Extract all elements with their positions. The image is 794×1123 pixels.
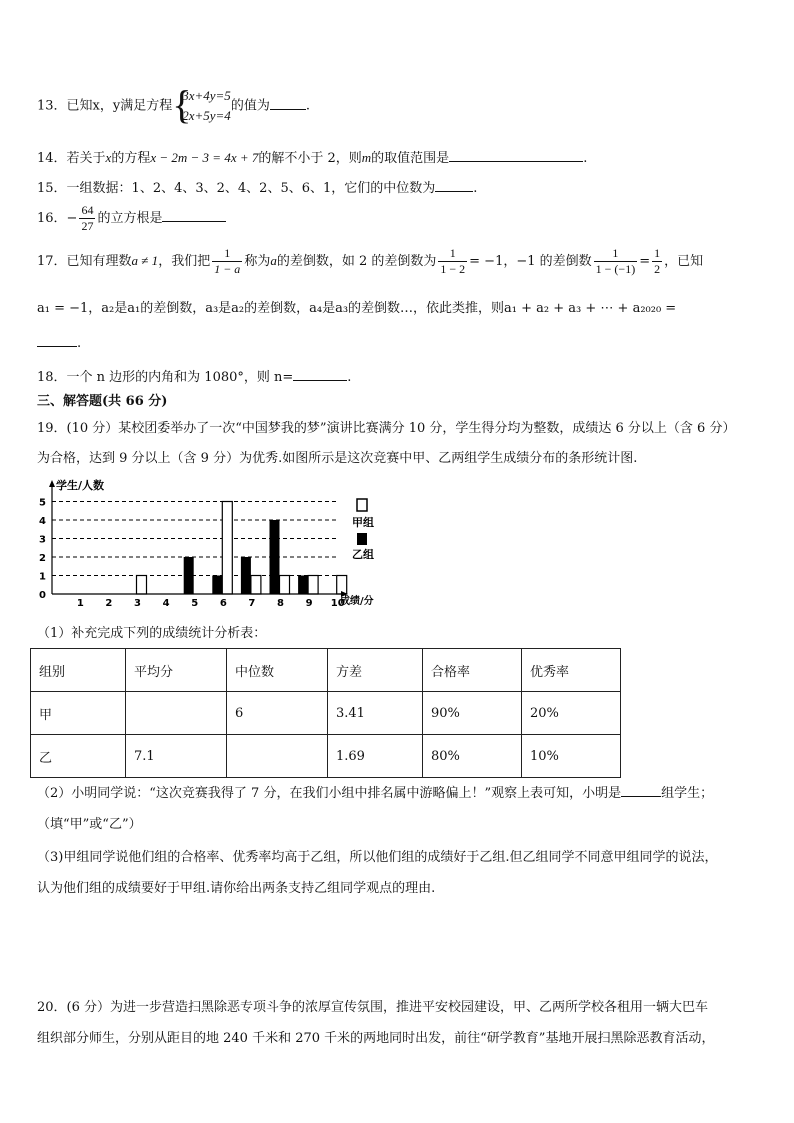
- x-tick-label: 2: [105, 598, 113, 609]
- bar-jia: [337, 576, 347, 595]
- q17-text: = −1，−1 的差倒数: [469, 254, 592, 269]
- q19-part-2-text-end: 组学生；: [661, 786, 714, 801]
- var-m: m: [361, 150, 372, 165]
- denominator: 27: [81, 219, 94, 233]
- question-20-line-1: 20．(6 分）为进一步营造扫黑除恶专项斗争的浓厚宣传氛围，推进平安校园建设，甲、乙两所学校各租用一辆大巴车: [37, 1000, 709, 1015]
- q16-number: 16．: [37, 211, 67, 226]
- x-tick-label: 6: [219, 598, 227, 609]
- question-17-line-2: [37, 297, 676, 316]
- question-20-line-2: 组织部分师生，分别从距目的地 240 千米和 270 千米的两地同时出发，前往“研学教育”基地开展扫黑除恶教育活动，: [37, 1031, 715, 1046]
- numerator: 1: [438, 246, 467, 262]
- q19-part-2-text: （2）小明同学说：“这次竞赛我得了 7 分，在我们小组中排名属中游略偏上！”观察上表可知，小明是: [37, 786, 622, 801]
- x-tick-label: 5: [191, 598, 199, 609]
- data-cell: 乙: [31, 735, 126, 778]
- y-axis-label: 学生/人数: [56, 479, 105, 492]
- legend-label-jia: 甲组: [352, 516, 374, 529]
- chart-grid: [52, 502, 338, 576]
- q17-text: 17．已知有理数: [37, 254, 132, 269]
- y-tick-label: 2: [39, 553, 46, 564]
- data-cell: 1.69: [328, 735, 423, 778]
- q14-end: .: [583, 151, 588, 166]
- header-cell: 合格率: [423, 649, 522, 692]
- question-18: [37, 366, 351, 385]
- answer-blank: [162, 208, 226, 222]
- answer-blank: [435, 178, 473, 192]
- minus-sign: −: [66, 211, 78, 226]
- header-cell: 平均分: [126, 649, 227, 692]
- denominator: 1 − (−1): [595, 262, 636, 276]
- q14-prefix: 14．若关于: [37, 151, 106, 166]
- numerator: 1: [212, 246, 242, 262]
- chart-bars: [137, 502, 347, 595]
- legend-swatch-jia: [357, 499, 367, 511]
- score-bar-chart: [30, 476, 390, 611]
- question-14: [37, 147, 587, 166]
- q13-end: .: [305, 98, 310, 114]
- table-row: [31, 735, 621, 778]
- q17-text: 的差倒数，如 2 的差倒数为: [276, 254, 437, 269]
- legend-swatch-yi: [357, 533, 367, 545]
- data-cell: 20%: [522, 692, 621, 735]
- y-tick-label: 0: [39, 590, 46, 601]
- q13-prefix: 13．已知x，y满足方程: [37, 98, 173, 114]
- q17-text: =: [639, 254, 651, 269]
- chart-legend: [352, 499, 374, 561]
- fraction-1-over-1-minus-neg1: [594, 246, 638, 277]
- y-tick-label: 5: [39, 497, 46, 509]
- q19-part-1: （1）补充完成下列的成绩统计分析表：: [37, 626, 267, 641]
- bar-jia: [280, 576, 290, 595]
- stats-table: [30, 648, 621, 778]
- denominator: 1 − a: [214, 262, 241, 276]
- answer-blank: [621, 783, 661, 797]
- fraction-1-over-1-2: [438, 246, 467, 277]
- var-x: x: [105, 150, 112, 165]
- x-tick-label: 8: [277, 598, 284, 609]
- data-cell: 3.41: [328, 692, 423, 735]
- q17-text: 称为: [244, 254, 271, 269]
- x-axis-label: 成绩/分: [340, 596, 374, 607]
- y-tick-label: 4: [39, 516, 46, 527]
- answer-blank: [270, 96, 306, 110]
- q13-suffix: 的值为: [230, 98, 270, 114]
- y-tick-label: 3: [39, 534, 46, 546]
- q17-text: ，我们把: [158, 254, 211, 269]
- q17-text: ，已知: [664, 254, 704, 269]
- q14-text-c: 的取值范围是: [371, 151, 450, 166]
- header-cell: 优秀率: [522, 649, 621, 692]
- bar-jia: [308, 576, 318, 595]
- q15-end: .: [473, 181, 478, 196]
- bar-yi: [270, 520, 280, 594]
- question-17-line-1: [37, 246, 703, 277]
- bar-jia: [251, 576, 261, 595]
- data-cell: 6: [227, 692, 328, 735]
- x-tick-label: 4: [162, 598, 170, 609]
- bar-jia: [222, 502, 232, 595]
- data-cell: 7.1: [126, 735, 227, 778]
- header-cell: 中位数: [227, 649, 328, 692]
- data-cell: 90%: [423, 692, 522, 735]
- y-axis-arrow: [49, 480, 55, 487]
- q19-part-2-hint: （填“甲”或“乙”）: [37, 817, 142, 832]
- bar-yi: [241, 557, 251, 594]
- denominator: 2: [654, 262, 661, 276]
- q18-end: .: [347, 370, 352, 385]
- q17-end: .: [77, 336, 82, 351]
- fraction-half: [652, 246, 662, 277]
- bar-yi: [298, 576, 308, 595]
- bar-yi: [212, 576, 222, 595]
- q14-text-b: 的解不小于 2，则: [258, 151, 362, 166]
- data-cell: [126, 692, 227, 735]
- q19-part-2: [37, 782, 713, 801]
- data-cell: 80%: [423, 735, 522, 778]
- equation-1: 3x+4y=5: [182, 88, 231, 103]
- equation-2: 2x+5y=4: [182, 108, 231, 123]
- fraction-64-27: [79, 203, 95, 234]
- x-tick-label: 9: [305, 598, 313, 609]
- data-cell: 甲: [31, 692, 126, 735]
- q18-text: 18．一个 n 边形的内角和为 1080°，则 n=: [37, 370, 294, 385]
- numerator: 64: [81, 203, 94, 217]
- table-row: [31, 692, 621, 735]
- q16-text: 的立方根是: [97, 211, 163, 226]
- header-cell: 组别: [31, 649, 126, 692]
- question-16: [37, 203, 226, 234]
- bar-yi: [184, 557, 194, 594]
- q19-part-3-line-2: 认为他们组的成绩要好于甲组.请你给出两条支持乙组同学观点的理由.: [37, 881, 436, 896]
- q17-sequence-text: a₁ = −1，a₂是a₁的差倒数，a₃是a₂的差倒数，a₄是a₃的差倒数…，依此类推，则a₁ + a₂ + a₃ + ⋯ + a₂₀₂₀ =: [37, 301, 677, 316]
- q19-part-3-line-1: （3)甲组同学说他们组的合格率、优秀率均高于乙组，所以他们组的成绩好于乙组.但乙组同学不同意甲组同学的说法，: [37, 850, 718, 865]
- y-tick-label: 1: [39, 571, 46, 583]
- answer-blank: [37, 333, 77, 347]
- denominator: 1 − 2: [440, 262, 466, 276]
- q14-text-a: 的方程: [111, 151, 151, 166]
- table-header-row: [31, 649, 621, 692]
- var-a: a: [270, 253, 277, 268]
- q17-condition: a ≠ 1: [131, 253, 159, 268]
- fraction-reciprocal-diff: [212, 246, 242, 277]
- data-cell: [227, 735, 328, 778]
- header-cell: 方差: [328, 649, 423, 692]
- x-tick-label: 7: [248, 598, 256, 609]
- x-tick-label: 3: [134, 598, 141, 609]
- bar-jia: [137, 576, 147, 595]
- question-13: [37, 82, 310, 127]
- answer-blank: [449, 148, 583, 162]
- numerator: 1: [594, 246, 638, 262]
- question-19-line-1: 19．(10 分）某校团委举办了一次“中国梦我的梦”演讲比赛满分 10 分，学生得分均为整数，成绩达 6 分以上（含 6 分）: [37, 421, 736, 436]
- q14-equation: x − 2m − 3 = 4x + 7: [150, 150, 259, 165]
- legend-label-yi: 乙组: [352, 548, 374, 561]
- q15-text: 15．一组数据：1、2、4、3、2、4、2、5、6、1，它们的中位数为: [37, 181, 436, 196]
- question-17-line-3: [37, 333, 81, 351]
- section-heading: 三、解答题(共 66 分): [37, 394, 168, 409]
- x-tick-label: 1: [76, 598, 84, 609]
- numerator: 1: [654, 246, 661, 260]
- answer-blank: [293, 367, 347, 381]
- data-cell: 10%: [522, 735, 621, 778]
- question-19-line-2: 为合格，达到 9 分以上（含 9 分）为优秀.如图所示是这次竞赛中甲、乙两组学生成绩分布的条形统计图.: [37, 451, 638, 466]
- question-15: [37, 177, 477, 196]
- x-tick-label: 10: [330, 598, 345, 609]
- equation-system: { 3x+4y=5 2x+5y=4: [172, 82, 231, 127]
